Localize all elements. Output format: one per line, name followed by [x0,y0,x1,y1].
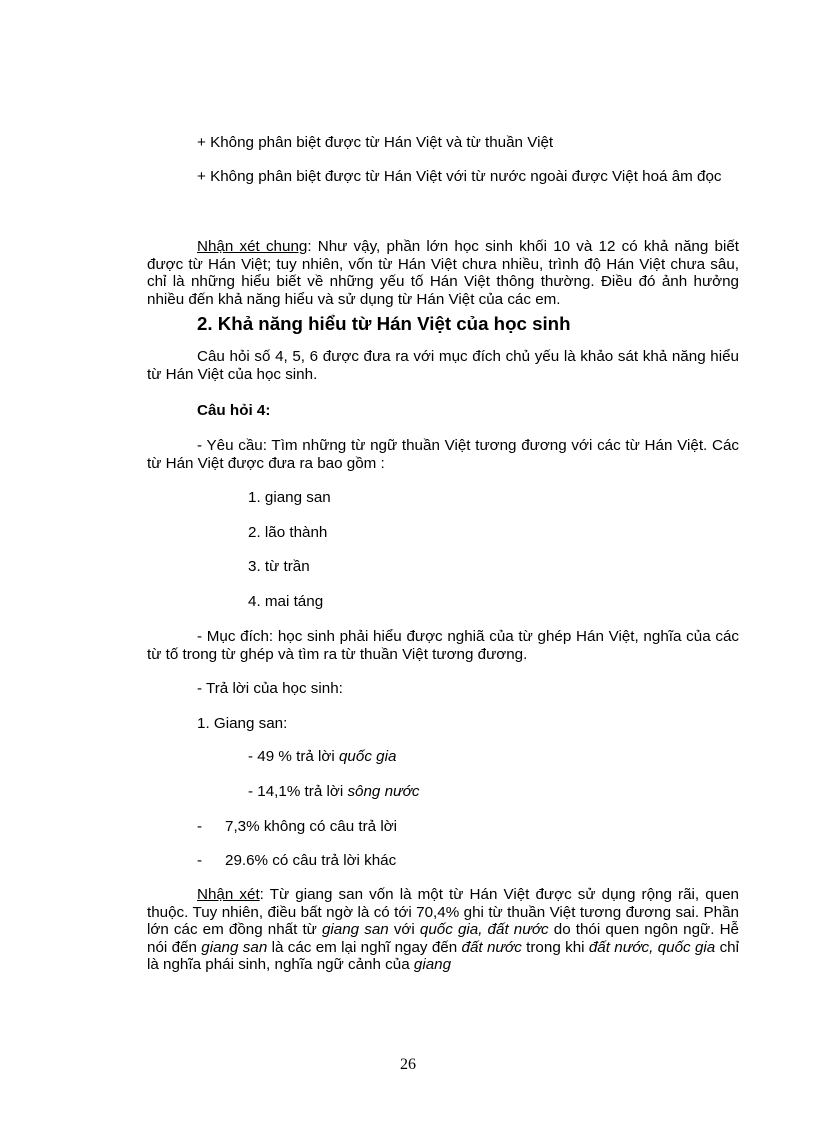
general-remark-text: : Như vậy, phần lớn học sinh khối 10 và 12 có khả năng biết được từ Hán Việt; tuy nhiên, vốn từ Hán Việt chưa nhiều, trình độ Hán Việt chưa sâu, chỉ là những hiểu biết về những yếu tố Hán Việt thông thường. Điều đó ảnh hưởng nhiều đến khả năng hiểu và sử dụng từ Hán Việt của các em. [147,238,739,308]
answer-quoc-gia: - 49 % trả lời quốc gia [248,748,397,765]
question-label: Câu hỏi 4: [197,402,271,419]
intro-paragraph: Câu hỏi số 4, 5, 6 được đưa ra với mục đích chủ yếu là khảo sát khả năng hiểu từ Hán Việt của học sinh. [147,348,739,383]
remark-label: Nhận xét [197,886,260,903]
general-remark-paragraph [147,238,739,308]
list-dash: - [197,852,203,869]
bullet-han-viet-thuan-viet: + Không phân biệt được từ Hán Việt và từ thuần Việt [197,134,554,151]
word-list-item: 3. từ trần [248,558,310,575]
word-list-item: 4. mai táng [248,593,324,610]
answer-other-response: - 29.6% có câu trả lời khác [197,852,397,869]
remark-paragraph: Nhận xét: Từ giang san vốn là một từ Hán Việt được sử dụng rộng rãi, quen thuộc. Tuy nhiên, điều bất ngờ là có tới 70,4% ghi từ thuần Việt tương đương sai. Phần lớn các em đồng nhất từ giang san với quốc gia, đất nước do thói quen ngôn ngữ. Hễ nói đến giang san là các em lại nghĩ ngay đến đất nước trong khi đất nước, quốc gia chỉ là nghĩa phái sinh, nghĩa ngữ cảnh của giang [147,886,739,974]
answer-item-giang-san: 1. Giang san: [197,715,288,732]
answer-no-response: - 7,3% không có câu trả lời [197,818,398,835]
general-remark-label: Nhận xét chung [197,238,308,255]
word-list-item: 1. giang san [248,489,331,506]
section-heading: 2. Khả năng hiểu từ Hán Việt của học sinh [197,313,571,334]
list-dash: - [197,818,203,835]
page-number: 26 [400,1056,416,1073]
word-list-item: 2. lão thành [248,524,328,541]
answers-label: - Trả lời của học sinh: [197,680,343,697]
purpose-paragraph: - Mục đích: học sinh phải hiểu được nghiã của từ ghép Hán Việt, nghĩa của các từ tố trong từ ghép và tìm ra từ thuần Việt tương đương. [147,628,739,663]
answer-song-nuoc: - 14,1% trả lời sông nước [248,783,420,800]
bullet-han-viet-foreign: + Không phân biệt được từ Hán Việt với từ nước ngoài được Việt hoá âm đọc [197,168,722,185]
requirement-paragraph: - Yêu cầu: Tìm những từ ngữ thuần Việt tương đương với các từ Hán Việt. Các từ Hán Việt được đưa ra bao gồm : [147,437,739,472]
